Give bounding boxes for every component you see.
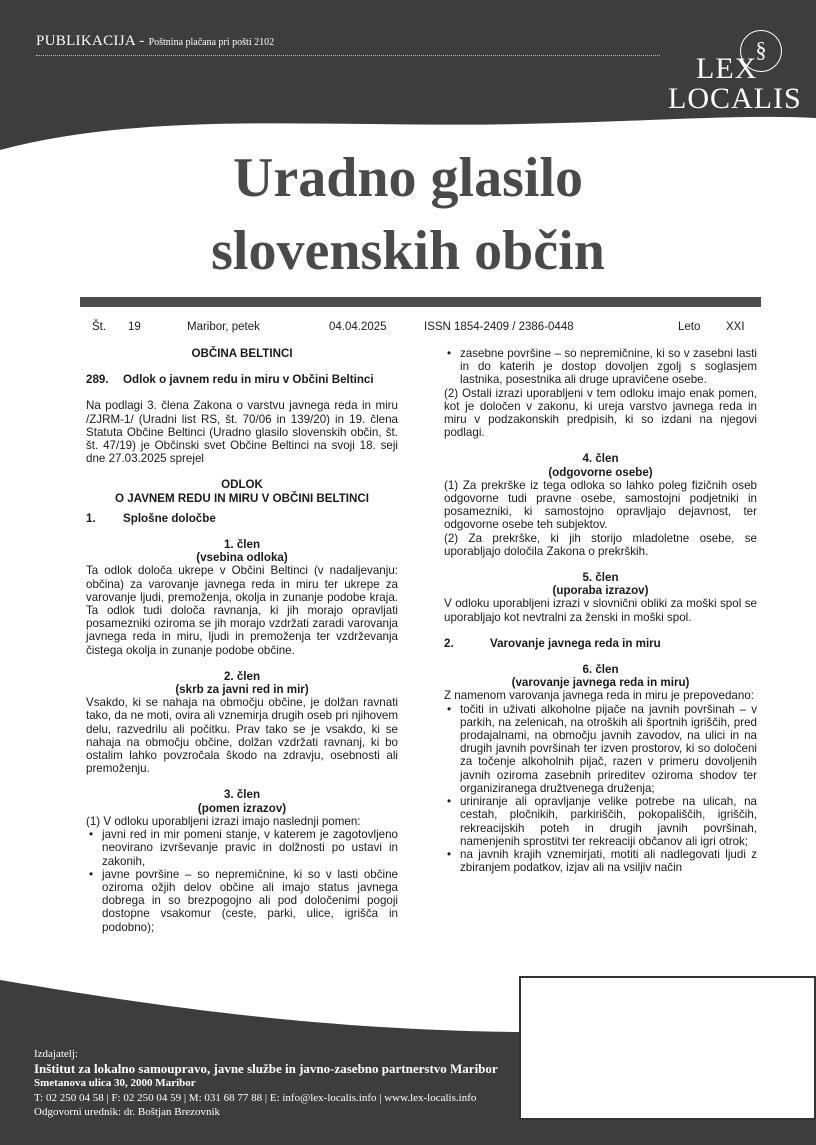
article-1-text: Ta odlok določa ukrepe v Občini Beltinci (v nadaljevanju: občina) za varovanje javnega reda in miru ter ukrepe za varovanje ljudi, premoženja, okolja in zunanje podobe kraja. Ta odlok tudi določa ravnanja, ki jih morajo opravljati posamezniki oziroma se jih morajo vzdržati zaradi varovanja javnega reda in miru, ljudi in premoženja ter vzdrževanja čistega okolja in zunanje podobe občine.	[86, 564, 398, 657]
article-6-list	[444, 703, 757, 875]
document-heading	[86, 373, 398, 386]
year-value: XXI	[726, 321, 745, 333]
article-4-title: 4. člen	[582, 452, 619, 466]
article-1-subtitle: (vsebina odloka)	[196, 551, 288, 565]
issn: ISSN 1854-2409 / 2386-0448	[424, 321, 574, 333]
article-2-title: 2. člen	[223, 669, 261, 683]
section-1-heading	[86, 512, 398, 525]
municipality-heading: OBČINA BELTINCI	[191, 347, 293, 360]
document-number: 289.	[86, 373, 109, 387]
header-band	[0, 0, 816, 150]
section-2-title: Varovanje javnega reda in miru	[490, 636, 661, 650]
preamble: Na podlagi 3. člena Zakona o varstvu javnega reda in miru /ZJRM-1/ (Uradni list RS, št. 70/06 in 139/20) in 19. člena Statuta Občine Beltinci (Uradno glasilo slovenskih občin, št. št. 47/19) je Občinski svet Občine Beltinci na svoji 18. seji dne 27.03.2025 sprejel	[86, 399, 398, 466]
article-5-subtitle: (uporaba izrazov)	[552, 584, 649, 598]
paragraph-icon: §	[740, 30, 782, 72]
article-5-title: 5. člen	[582, 571, 619, 585]
section-2-heading	[444, 637, 757, 650]
article-6-intro: Z namenom varovanja javnega reda in miru je prepovedano:	[444, 689, 754, 703]
blank-box	[519, 976, 816, 1120]
list-item: • uriniranje ali opravljanje velike potrebe na ulicah, na cestah, pločnikih, parkiriščih, pokopališčih, igriščih, rekreacijskih poteh in drugih javnih površinah, namenjenih sprostitvi ter rekreaciji občanov ali igri otrok;	[444, 795, 757, 848]
place-day: Maribor, petek	[187, 321, 260, 333]
publisher-info	[34, 1047, 498, 1120]
issue-date: 04.04.2025	[329, 321, 387, 333]
list-item: • javne površine – so nepremičnine, ki so v lasti občine oziroma ožjih delov občine ali imajo status javnega dobrega in so brezpogojno ali pod določenimi pogoji dostopne vsakomur (ceste, parki, ulice, igrišča in podobno);	[86, 868, 398, 934]
article-4-subtitle: (odgovorne osebe)	[548, 465, 653, 479]
article-1-title: 1. člen	[223, 538, 261, 552]
article-2-text: Vsakdo, ki se nahaja na območju občine, je dolžan ravnati tako, da ne moti, ovira ali vznemirja drugih oseb pri njihovem delu, razvedrilu ali počitku. Prav tako se je vsakdo, ki se nahaja na območju občine, dolžan vzdržati ravnanj, ki bo ostalim lahko povzročala škodo na zdravju, osebnosti ali premoženju.	[86, 696, 398, 776]
logo-line2: LOCALIS	[668, 82, 802, 115]
list-item: • na javnih krajih vznemirjati, motiti ali nadlegovati ljudi z zbiranjem podatkov, izjav ali na vsiljiv način	[444, 848, 757, 874]
list-item: • zasebne površine – so nepremičnine, ki so v zasebni lasti in do katerih je dostop dovoljen zgolj s soglasjem lastnika, posestnika ali druge upravičene osebe.	[444, 347, 757, 387]
publisher-address: Smetanova ulica 30, 2000 Maribor	[34, 1077, 196, 1089]
decree-heading: ODLOK	[221, 478, 263, 492]
article-3-subtitle: (pomen izrazov)	[197, 801, 287, 815]
section-1-number: 1.	[86, 511, 96, 525]
logo-line1: LEX	[696, 52, 758, 85]
section-2-number: 2.	[444, 636, 454, 650]
list-item: • javni red in mir pomeni stanje, v katerem je zagotovljeno neovirano izvrševanje pravic in dolžnosti po ustavi in zakonih,	[86, 828, 398, 868]
article-5-text: V odloku uporabljeni izrazi v slovnični obliki za moški spol se uporabljajo kot nevtralni za ženski in moški spol.	[444, 597, 757, 624]
postage-note: Poštnina plačana pri pošti 2102	[148, 37, 275, 48]
document-title: Odlok o javnem redu in miru v Občini Beltinci	[123, 373, 374, 387]
section-1-title: Splošne določbe	[123, 511, 216, 525]
year-label: Leto	[678, 321, 701, 333]
right-column	[444, 347, 757, 874]
dotted-rule	[36, 55, 660, 56]
publisher-name: Inštitut za lokalno samoupravo, javne službe in javno-zasebno partnerstvo Maribor	[34, 1060, 498, 1076]
lex-localis-logo	[660, 28, 802, 118]
article-4-paragraph-2: (2) Za prekrške, ki jih storijo mladoletne osebe, se uporabljajo določila Zakona o prekrških.	[444, 531, 757, 558]
title-rule	[80, 297, 761, 307]
left-column	[86, 347, 398, 934]
article-3-title: 3. člen	[223, 788, 261, 802]
publisher-contacts: T: 02 250 04 58 | F: 02 250 04 59 | M: 031 68 77 88 | E: info@lex-localis.info | www.lex-localis.info	[34, 1091, 477, 1104]
issue-number: 19	[128, 321, 141, 333]
separator: -	[139, 33, 145, 49]
responsible-editor: Odgovorni urednik: dr. Boštjan Brezovnik	[34, 1106, 221, 1118]
article-6-subtitle: (varovanje javnega reda in miru)	[511, 676, 690, 690]
article-3-list	[86, 828, 398, 934]
publication-line	[36, 33, 274, 50]
article-6-title: 6. člen	[582, 663, 619, 677]
publisher-label: Izdajatelj:	[34, 1048, 78, 1060]
article-3-list-continued	[444, 347, 757, 387]
article-2-subtitle: (skrb za javni red in mir)	[175, 683, 309, 697]
list-item: • točiti in uživati alkoholne pijače na javnih površinah – v parkih, na zelenicah, na otroških ali športnih igriščih, pred prodajalnami, na območju javnih zavodov, na ulici in na drugih javnih površinah ter izven prostorov, ki so določeni za točenje alkoholnih pijač, razen v primeru dovoljenih javnih oziroma zasebnih prireditev oziroma shodov ter organiziranega družtvenega druženja;	[444, 703, 757, 795]
decree-subheading: O JAVNEM REDU IN MIRU V OBČINI BELTINCI	[115, 491, 369, 505]
page-title-line2: slovenskih občin	[211, 220, 605, 282]
article-3-intro: (1) V odloku uporabljeni izrazi imajo naslednji pomen:	[86, 814, 361, 828]
article-3-paragraph-2: (2) Ostali izrazi uporabljeni v tem odloku imajo enak pomen, kot je določen v zakonu, ki ureja varstvo javnega reda in miru v podzakonskih predpisih, ki so izdani na njegovi podlagi.	[444, 386, 757, 440]
publication-label: PUBLIKACIJA	[36, 33, 136, 49]
article-4-paragraph-1: (1) Za prekrške iz tega odloka so lahko poleg fizičnih oseb odgovorne tudi pravne osebe, samostojni podjetniki in posamezniki, ki samostojno opravljajo dejavnost, ter odgovorne osebe teh subjektov.	[444, 478, 757, 532]
issue-label: Št.	[92, 321, 107, 333]
page-title-line1: Uradno glasilo	[232, 147, 584, 209]
